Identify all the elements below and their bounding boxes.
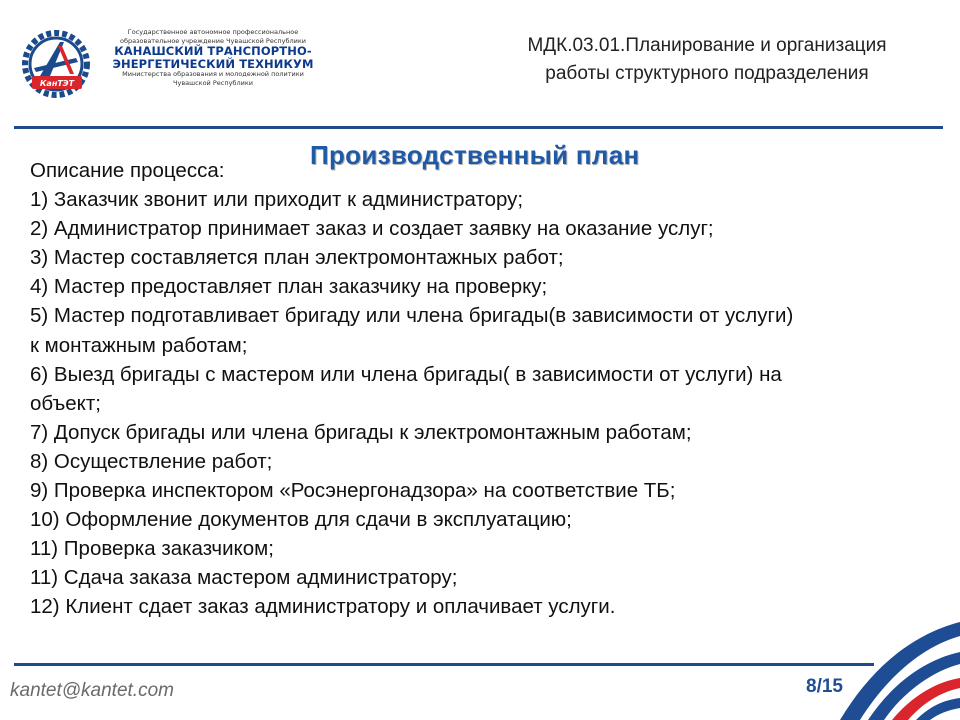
- org-name-block: [98, 28, 328, 87]
- page-number: 8/15: [806, 676, 843, 697]
- content-line: 3) Мастер составляется план электромонтажных работ;: [30, 246, 564, 270]
- content-line: 1) Заказчик звонит или приходит к администратору;: [30, 188, 524, 212]
- content-line: 2) Администратор принимает заказ и создает заявку на оказание услуг;: [30, 217, 714, 241]
- content-line: 11) Сдача заказа мастером администратору;: [30, 566, 458, 590]
- course-title-line: МДК.03.01.Планирование и организация: [527, 35, 887, 56]
- content-line: 4) Мастер предоставляет план заказчику на проверку;: [30, 275, 548, 299]
- process-description: [30, 156, 950, 622]
- content-line: 11) Проверка заказчиком;: [30, 537, 274, 561]
- content-line: 6) Выезд бригады с мастером или члена бригады( в зависимости от услуги) на: [30, 362, 782, 386]
- content-line: 7) Допуск бригады или члена бригады к электромонтажным работам;: [30, 420, 692, 444]
- org-name: КАНАШСКИЙ ТРАНСПОРТНО-: [114, 44, 312, 58]
- gear-emblem-icon: [18, 28, 96, 100]
- org-line: Государственное автономное профессиональное: [127, 28, 299, 36]
- org-line: образовательное учреждение Чувашской Республики: [119, 36, 307, 45]
- header-divider: [14, 126, 943, 129]
- course-title: [470, 32, 944, 88]
- org-line: Министерства образования и молодежной политики: [122, 70, 304, 78]
- org-name: ЭНЕРГЕТИЧЕСКИЙ ТЕХНИКУМ: [112, 56, 314, 71]
- course-title-line: работы структурного подразделения: [545, 63, 869, 84]
- content-line: 10) Оформление документов для сдачи в эксплуатацию;: [30, 508, 572, 532]
- corner-swoosh-icon: [840, 600, 960, 720]
- content-line: к монтажным работам;: [30, 333, 248, 357]
- org-line: Чувашской Республики: [173, 78, 253, 87]
- logo-badge-text: КанТЭТ: [39, 79, 75, 88]
- content-line: объект;: [30, 391, 101, 415]
- content-line: Описание процесса:: [30, 159, 225, 182]
- footer-divider: [14, 663, 874, 666]
- content-line: 8) Осуществление работ;: [30, 449, 273, 473]
- content-line: 12) Клиент сдает заказ администратору и оплачивает услуги.: [30, 595, 616, 619]
- content-line: 5) Мастер подготавливает бригаду или члена бригады(в зависимости от услуги): [30, 304, 794, 328]
- content-line: 9) Проверка инспектором «Росэнергонадзора» на соответствие ТБ;: [30, 479, 676, 503]
- college-logo: [18, 28, 314, 100]
- contact-email: kantet@kantet.com: [10, 680, 174, 701]
- slide-title: Производственный план: [310, 140, 640, 170]
